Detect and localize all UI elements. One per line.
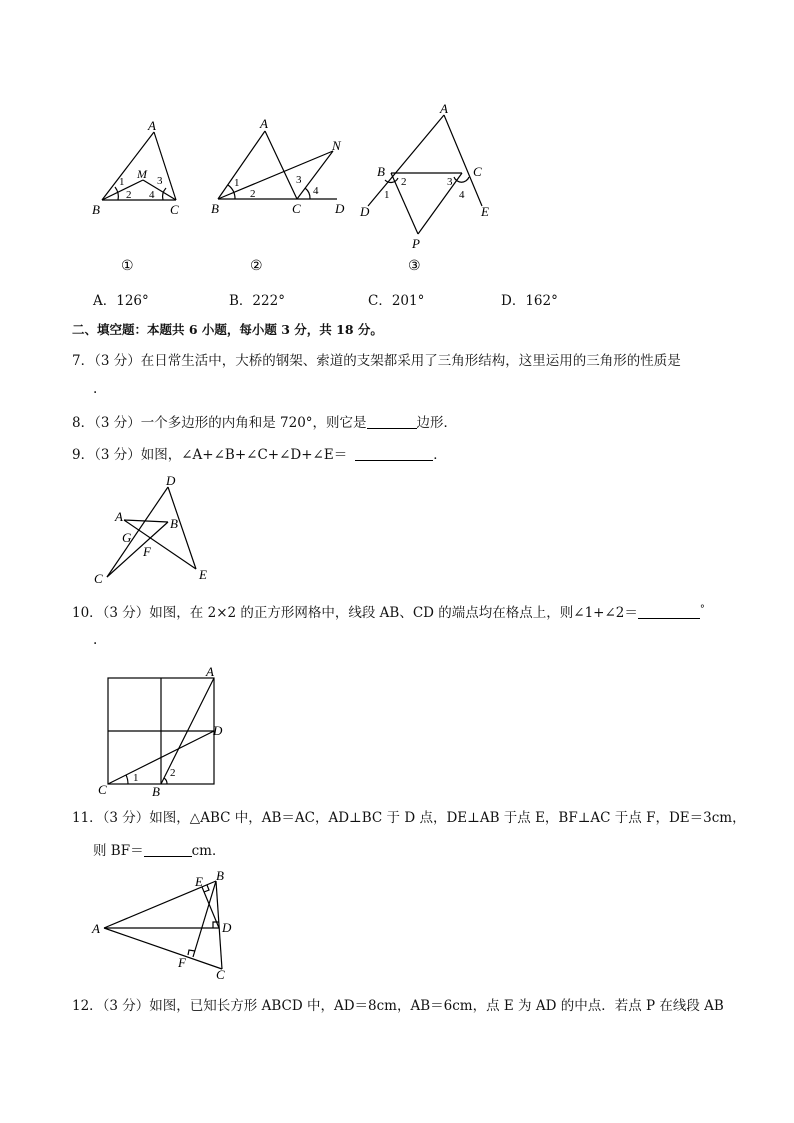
figure-3: [368, 115, 482, 234]
question-9: [72, 445, 447, 465]
f2-label-C: C: [292, 201, 301, 216]
q11-label-B: B: [216, 868, 224, 883]
question-10-end: .: [93, 632, 98, 648]
f1-angle-1: 1: [119, 176, 125, 188]
f3-label-C: C: [473, 164, 482, 179]
q9-label-A: A: [115, 509, 123, 524]
q11-label-C: C: [216, 967, 225, 982]
f2-angle-3: 3: [296, 174, 302, 186]
q10-label-A: A: [206, 664, 214, 679]
answer-blank-9[interactable]: [355, 446, 433, 461]
question-7: 7．（3 分）在日常生活中，大桥的钢架、索道的支架都采用了三角形结构，这里运用的三角形的性质是: [72, 353, 681, 369]
f2-angle-2: 2: [250, 188, 256, 200]
figure-1: [102, 132, 176, 200]
f3-label-A: A: [440, 101, 448, 116]
f3-angle-4: 4: [459, 189, 465, 201]
q9-label-F: F: [143, 544, 151, 559]
question-8: [72, 413, 457, 433]
option-b: B．222°: [229, 293, 285, 309]
q9-label-E: E: [199, 567, 207, 582]
q10-angle-1: 1: [133, 772, 139, 784]
q10-label-B: B: [152, 784, 160, 799]
q10-label-C: C: [98, 782, 107, 797]
question-8-text: 8．（3 分）一个多边形的内角和是 720°，则它是: [72, 415, 367, 431]
f1-label-C: C: [170, 202, 179, 217]
f3-angle-3: 3: [447, 176, 453, 188]
question-11-unit: cm．: [191, 843, 226, 859]
q11-label-A: A: [92, 921, 100, 936]
question-8-tail: 边形．: [416, 415, 458, 431]
figure-q9: [88, 472, 218, 590]
f3-angle-2: 2: [401, 176, 407, 188]
question-10-text: 10．（3 分）如图，在 2×2 的正方形网格中，线段 AB、CD 的端点均在格点上，则∠1+∠2＝: [72, 605, 638, 621]
question-11: 11．（3 分）如图，△ABC 中，AB＝AC，AD⊥BC 于 D 点，DE⊥AB 于点 E，BF⊥AC 于点 F，DE＝3cm，: [72, 810, 746, 826]
f3-label-E: E: [481, 204, 489, 219]
question-11-prefix: 则 BF＝: [93, 843, 144, 859]
top-figures: [88, 98, 498, 278]
q9-label-D: D: [166, 473, 176, 488]
f1-caption: ①: [121, 259, 134, 274]
answer-blank-10[interactable]: [638, 604, 700, 619]
f1-label-M: M: [137, 167, 147, 181]
f1-label-B: B: [92, 202, 100, 217]
question-12: 12．（3 分）如图，已知长方形 ABCD 中，AD＝8cm，AB＝6cm，点 E 为 AD 的中点．若点 P 在线段 AB: [72, 998, 724, 1014]
q9-label-G: G: [122, 530, 132, 545]
f2-label-N: N: [332, 138, 341, 153]
f3-label-P: P: [412, 236, 420, 251]
question-10-unit: °: [699, 604, 705, 615]
question-9-tail: ．: [433, 447, 447, 463]
question-7-end: .: [93, 381, 98, 397]
f1-angle-3: 3: [157, 175, 163, 187]
q9-label-C: C: [94, 571, 103, 586]
f3-label-B: B: [377, 164, 385, 179]
option-c: C．201°: [368, 293, 425, 309]
q11-label-D: D: [222, 920, 232, 935]
question-9-text: 9．（3 分）如图，∠A+∠B+∠C+∠D+∠E＝: [72, 447, 348, 463]
f2-angle-1: 1: [234, 177, 240, 189]
f1-label-A: A: [148, 118, 156, 133]
f3-angle-1: 1: [384, 189, 390, 201]
f1-angle-2: 2: [126, 189, 132, 201]
q11-label-E: E: [195, 874, 203, 889]
f2-label-A: A: [260, 116, 268, 131]
f2-label-B: B: [211, 201, 219, 216]
q10-label-D: D: [213, 723, 223, 738]
f3-label-D: D: [360, 204, 370, 219]
question-10: [72, 600, 705, 623]
figure-q11: [88, 866, 248, 984]
q11-label-F: F: [178, 955, 186, 970]
f3-caption: ③: [408, 259, 421, 274]
f2-label-D: D: [335, 201, 345, 216]
f2-angle-4: 4: [313, 185, 319, 197]
q10-angle-2: 2: [170, 767, 176, 779]
section-heading: 二、填空题：本题共 6 小题，每小题 3 分，共 18 分。: [72, 322, 383, 337]
f1-angle-4: 4: [149, 189, 155, 201]
question-11-line2: [93, 841, 225, 861]
option-d: D．162°: [501, 293, 558, 309]
answer-blank-11[interactable]: [144, 842, 192, 857]
q9-label-B: B: [170, 516, 178, 531]
option-a: A．126°: [93, 293, 149, 309]
f2-caption: ②: [250, 259, 263, 274]
figure-q10: [96, 662, 236, 802]
answer-blank-8[interactable]: [367, 414, 417, 429]
